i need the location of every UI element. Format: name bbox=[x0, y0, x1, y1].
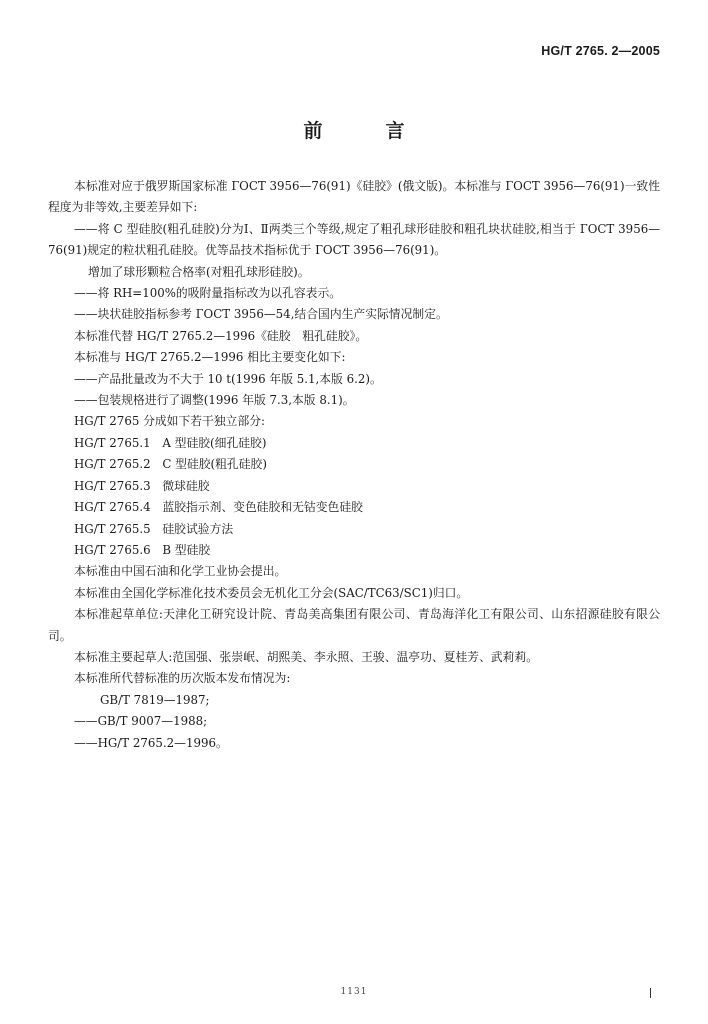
part-list-item: HG/T 2765.4 蓝胶指示剂、变色硅胶和无钴变色硅胶 bbox=[74, 500, 363, 515]
foreword-paragraph: 本标准所代替标准的历次版本发布情况为: bbox=[74, 671, 291, 686]
foreword-paragraph: 本标准代替 HG/T 2765.2—1996《硅胶 粗孔硅胶》。 bbox=[74, 328, 368, 343]
part-list-item: HG/T 2765.2 C 型硅胶(粗孔硅胶) bbox=[74, 457, 267, 472]
page-edge-mark bbox=[650, 988, 651, 998]
part-list-item: HG/T 2765.5 硅胶试验方法 bbox=[74, 521, 234, 536]
standard-code: HG/T 2765. 2—2005 bbox=[541, 44, 660, 58]
foreword-paragraph: 本标准与 HG/T 2765.2—1996 相比主要变化如下: bbox=[74, 350, 346, 365]
foreword-paragraph: ——块状硅胶指标参考 ГОСТ 3956—54,结合国内生产实际情况制定。 bbox=[74, 307, 448, 322]
foreword-paragraph: HG/T 2765 分成如下若干独立部分: bbox=[74, 414, 266, 429]
history-item: GB/T 7819—1987; bbox=[100, 692, 210, 707]
foreword-paragraph: 本标准对应于俄罗斯国家标准 ГОСТ 3956—76(91)《硅胶》(俄文版)。本标准与 ГОСТ 3956—76(91)一致性程度为非等效,主要差异如下: bbox=[48, 179, 660, 215]
foreword-paragraph: ——将 RH=100%的吸附量指标改为以孔容表示。 bbox=[74, 286, 342, 301]
foreword-paragraph: 本标准起草单位:天津化工研究设计院、青岛美高集团有限公司、青岛海洋化工有限公司、山东招源硅胶有限公司。 bbox=[48, 607, 660, 643]
foreword-paragraph: ——产品批量改为不大于 10 t(1996 年版 5.1,本版 6.2)。 bbox=[74, 371, 382, 386]
foreword-paragraph: 本标准由全国化学标准化技术委员会无机化工分会(SAC/TC63/SC1)归口。 bbox=[74, 585, 469, 600]
page-title: 前 言 bbox=[303, 120, 427, 142]
part-list-item: HG/T 2765.6 B 型硅胶 bbox=[74, 542, 211, 557]
foreword-paragraph: 增加了球形颗粒合格率(对粗孔球形硅胶)。 bbox=[88, 264, 310, 279]
page-number: 1131 bbox=[340, 987, 368, 997]
history-item: ——GB/T 9007—1988; bbox=[74, 714, 208, 729]
history-item: ——HG/T 2765.2—1996。 bbox=[74, 735, 228, 750]
foreword-paragraph: ——包装规格进行了调整(1996 年版 7.3,本版 8.1)。 bbox=[74, 393, 355, 408]
foreword-paragraph: 本标准主要起草人:范国强、张崇岷、胡熙美、李永照、王骏、温亭功、夏桂芳、武莉莉。 bbox=[74, 649, 539, 664]
part-list-item: HG/T 2765.3 微球硅胶 bbox=[74, 478, 210, 493]
foreword-paragraph: ——将 C 型硅胶(粗孔硅胶)分为Ⅰ、Ⅱ两类三个等级,规定了粗孔球形硅胶和粗孔块状硅胶,相当于 ГОСТ 3956—76(91)规定的粒状粗孔硅胶。优等品技术指标优于 ГОСТ 3956—76(91)。 bbox=[48, 221, 660, 258]
foreword-paragraph: 本标准由中国石油和化学工业协会提出。 bbox=[74, 564, 287, 579]
part-list-item: HG/T 2765.1 A 型硅胶(细孔硅胶) bbox=[74, 435, 267, 450]
foreword-body bbox=[48, 176, 660, 754]
